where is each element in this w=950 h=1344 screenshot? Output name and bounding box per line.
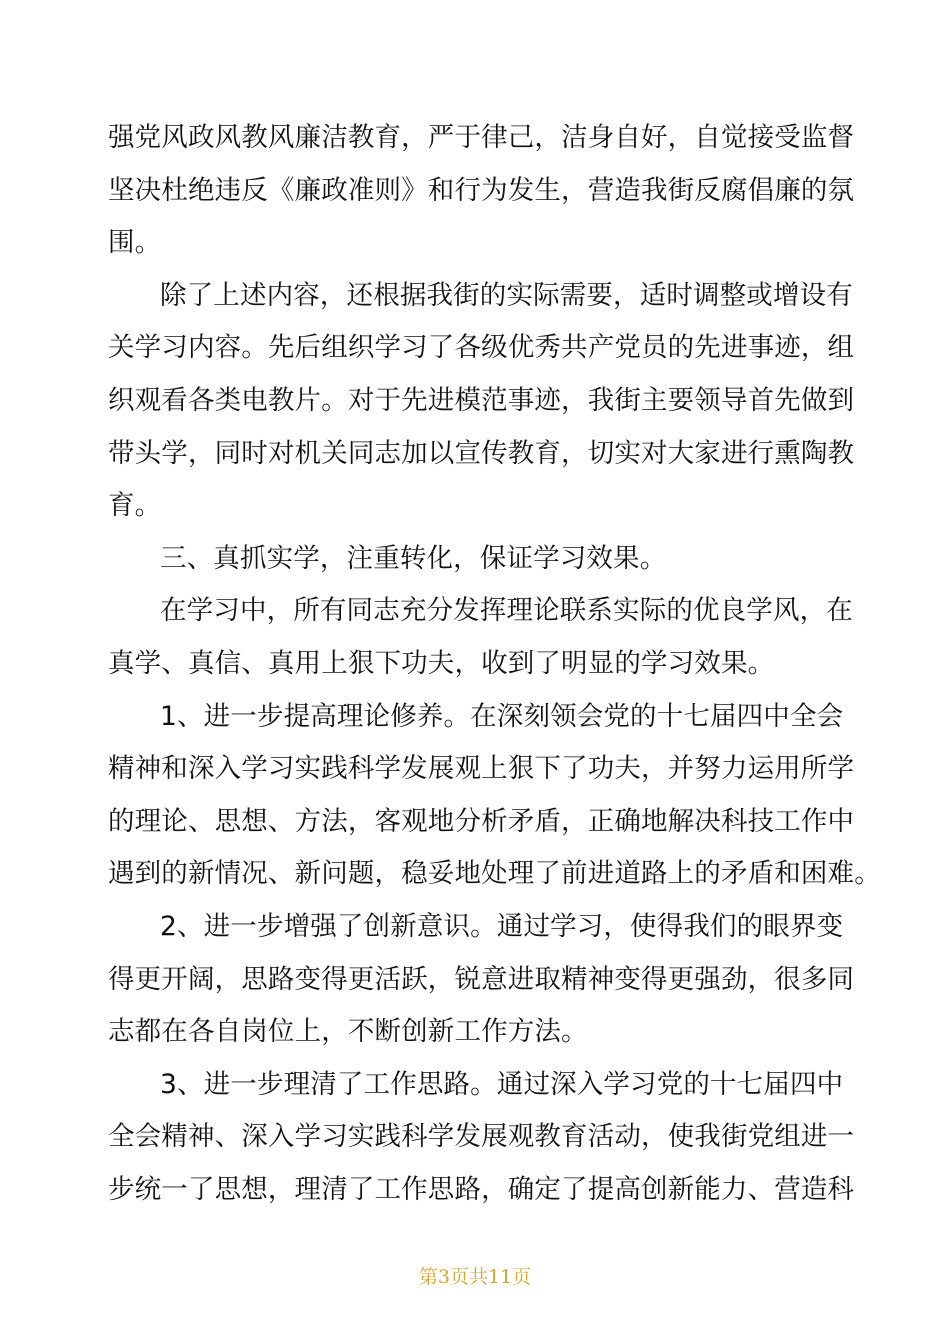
text-line: 围。	[108, 227, 162, 259]
text-line: 精神和深入学习实践科学发展观上狠下了功夫，并努力运用所学	[108, 753, 855, 785]
text-line: 育。	[108, 490, 162, 522]
text-line: 遇到的新情况、新问题，稳妥地处理了前进道路上的矛盾和困难。	[108, 858, 881, 890]
text-line: 的理论、思想、方法，客观地分析矛盾，正确地解决科技工作中	[108, 805, 855, 837]
text-line: 带头学，同时对机关同志加以宣传教育，切实对大家进行熏陶教	[108, 437, 855, 469]
list-item-1-first-line: 1、进一步提高理论修养。在深刻领会党的十七届四中全会	[160, 700, 844, 732]
paragraph-first-line: 除了上述内容，还根据我街的实际需要，适时调整或增设有	[160, 279, 853, 311]
text-line: 织观看各类电教片。对于先进模范事迹，我街主要领导首先做到	[108, 384, 855, 416]
text-line: 坚决杜绝违反《廉政准则》和行为发生，营造我街反腐倡廉的氛	[108, 174, 855, 206]
text-line: 得更开阔，思路变得更活跃，锐意进取精神变得更强劲，很多同	[108, 963, 855, 995]
document-body	[108, 112, 881, 1216]
text-line: 真学、真信、真用上狠下功夫，收到了明显的学习效果。	[108, 647, 775, 679]
list-item-2-first-line: 2、进一步增强了创新意识。通过学习，使得我们的眼界变	[160, 910, 844, 942]
section-heading: 三、真抓实学，注重转化，保证学习效果。	[160, 542, 667, 574]
paragraph-first-line: 在学习中，所有同志充分发挥理论联系实际的优良学风，在	[160, 595, 853, 627]
text-line: 强党风政风教风廉洁教育，严于律己，洁身自好，自觉接受监督	[108, 122, 855, 153]
text-line: 关学习内容。先后组织学习了各级优秀共产党员的先进事迹，组	[108, 332, 855, 364]
text-line: 全会精神、深入学习实践科学发展观教育活动，使我街党组进一	[108, 1121, 855, 1153]
text-line: 志都在各自岗位上，不断创新工作方法。	[108, 1016, 588, 1048]
text-line: 步统一了思想，理清了工作思路，确定了提高创新能力、营造科	[108, 1173, 855, 1205]
list-item-3-first-line: 3、进一步理清了工作思路。通过深入学习党的十七届四中	[160, 1068, 844, 1100]
page-number-footer: 第3页共11页	[418, 1266, 532, 1288]
